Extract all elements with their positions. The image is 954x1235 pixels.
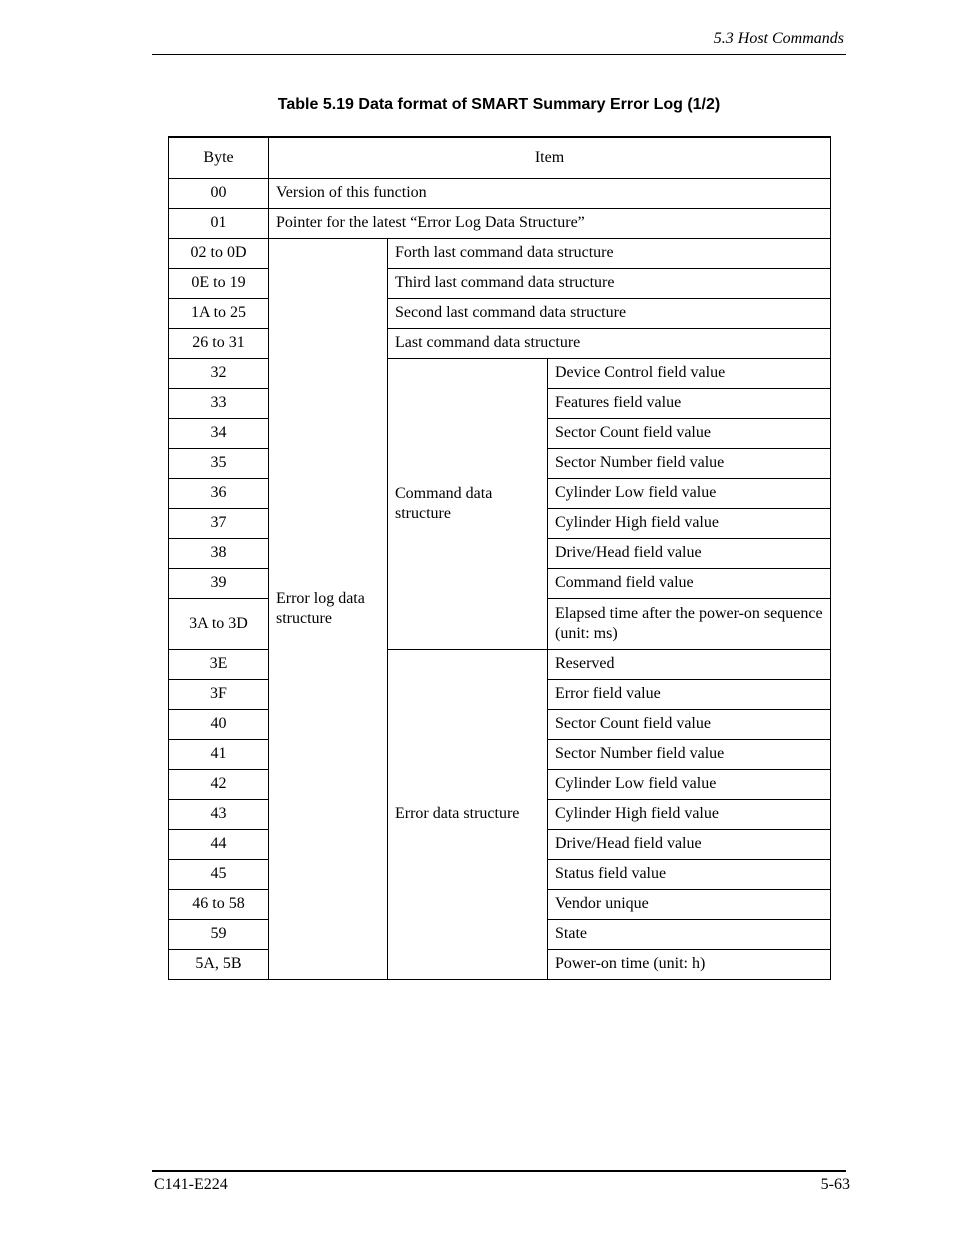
item-cell: Forth last command data structure — [388, 238, 831, 268]
byte-cell: 26 to 31 — [169, 328, 269, 358]
table-row — [169, 178, 831, 208]
byte-column-header: Byte — [169, 137, 269, 178]
item-cell: Vendor unique — [548, 889, 831, 919]
byte-cell: 35 — [169, 448, 269, 478]
item-cell: Cylinder Low field value — [548, 769, 831, 799]
item-cell: Cylinder High field value — [548, 799, 831, 829]
item-cell: Pointer for the latest “Error Log Data Structure” — [269, 208, 831, 238]
byte-cell: 00 — [169, 178, 269, 208]
command-group-cell: Command data structure — [388, 358, 548, 649]
item-column-header: Item — [269, 137, 831, 178]
byte-cell: 32 — [169, 358, 269, 388]
byte-cell: 1A to 25 — [169, 298, 269, 328]
table-header-row — [169, 137, 831, 178]
byte-cell: 39 — [169, 568, 269, 598]
table-caption: Table 5.19 Data format of SMART Summary Error Log (1/2) — [277, 96, 721, 113]
item-cell: Sector Count field value — [548, 709, 831, 739]
byte-cell: 02 to 0D — [169, 238, 269, 268]
byte-cell: 34 — [169, 418, 269, 448]
byte-cell: 43 — [169, 799, 269, 829]
byte-cell: 44 — [169, 829, 269, 859]
item-cell: Second last command data structure — [388, 298, 831, 328]
running-header: 5.3 Host Commands — [713, 30, 844, 47]
table-row — [169, 268, 831, 298]
item-cell: Sector Number field value — [548, 739, 831, 769]
item-cell: Error field value — [548, 679, 831, 709]
header-rule — [152, 54, 846, 55]
item-cell: Features field value — [548, 388, 831, 418]
item-cell: Last command data structure — [388, 328, 831, 358]
item-cell: Version of this function — [269, 178, 831, 208]
byte-cell: 42 — [169, 769, 269, 799]
byte-cell: 3A to 3D — [169, 598, 269, 649]
byte-cell: 46 to 58 — [169, 889, 269, 919]
byte-cell: 5A, 5B — [169, 949, 269, 979]
table-row — [169, 208, 831, 238]
item-cell: Elapsed time after the power-on sequence (unit: ms) — [548, 598, 831, 649]
byte-cell: 45 — [169, 859, 269, 889]
byte-cell: 3E — [169, 649, 269, 679]
item-cell: Cylinder High field value — [548, 508, 831, 538]
byte-cell: 38 — [169, 538, 269, 568]
byte-cell: 33 — [169, 388, 269, 418]
item-cell: Drive/Head field value — [548, 538, 831, 568]
smart-error-log-table — [168, 136, 831, 980]
table-row — [169, 238, 831, 268]
item-cell: Status field value — [548, 859, 831, 889]
item-cell: Drive/Head field value — [548, 829, 831, 859]
item-cell: Sector Number field value — [548, 448, 831, 478]
byte-cell: 3F — [169, 679, 269, 709]
item-cell: Reserved — [548, 649, 831, 679]
byte-cell: 01 — [169, 208, 269, 238]
item-cell: Power-on time (unit: h) — [548, 949, 831, 979]
item-cell: Cylinder Low field value — [548, 478, 831, 508]
item-cell: Device Control field value — [548, 358, 831, 388]
byte-cell: 59 — [169, 919, 269, 949]
item-cell: Command field value — [548, 568, 831, 598]
byte-cell: 41 — [169, 739, 269, 769]
byte-cell: 36 — [169, 478, 269, 508]
table-row — [169, 649, 831, 679]
footer-rule — [152, 1170, 846, 1172]
item-cell: State — [548, 919, 831, 949]
byte-cell: 37 — [169, 508, 269, 538]
byte-cell: 0E to 19 — [169, 268, 269, 298]
error-log-group-cell: Error log data structure — [269, 238, 388, 979]
page-number: 5-63 — [820, 1176, 850, 1193]
item-cell: Third last command data structure — [388, 268, 831, 298]
table-row — [169, 328, 831, 358]
item-cell: Sector Count field value — [548, 418, 831, 448]
table-row — [169, 298, 831, 328]
byte-cell: 40 — [169, 709, 269, 739]
error-group-cell: Error data structure — [388, 649, 548, 979]
document-id: C141-E224 — [154, 1176, 228, 1193]
table-row — [169, 358, 831, 388]
